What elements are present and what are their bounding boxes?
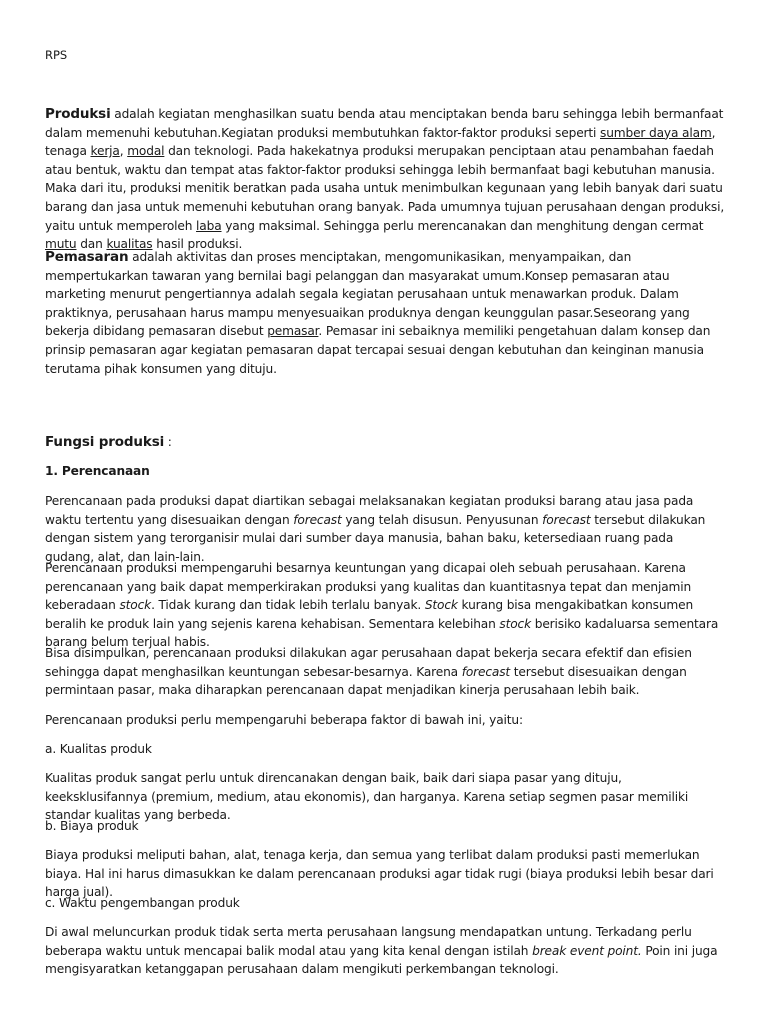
italic-term: break event point.	[532, 943, 642, 958]
italic-term: forecast	[542, 512, 591, 527]
link-kualitas[interactable]: kualitas	[106, 237, 153, 252]
paragraph-kualitas-produk: Kualitas produk sangat perlu untuk direncanakan dengan baik, baik dari siapa pasar yang dituju, keeksklusifannya (premium, medium, atau ekonomis), dan harganya. Karena setiap segmen pasar memiliki standar kualitas yang berbeda.	[45, 771, 689, 823]
text: tersebut disesuaikan dengan permintaan pasar, maka diharapkan perencanaan dapat menjadikan kinerja perusahaan lebih baik.	[45, 664, 687, 698]
italic-term: stock	[499, 616, 532, 631]
text: Poin ini juga mengisyaratkan ketanggapan perusahaan dalam mengikuti perkembangan teknologi.	[45, 943, 718, 977]
subheading-perencanaan: 1. Perencanaan	[45, 464, 150, 478]
text: , tenaga	[45, 125, 716, 159]
link-mutu[interactable]: mutu	[45, 237, 77, 252]
paragraph-perencanaan-3	[45, 644, 725, 700]
text: adalah kegiatan menghasilkan suatu benda atau menciptakan benda baru sehingga lebih bermanfaat dalam memenuhi kebutuhan.Kegiatan produksi membutuhkan faktor-faktor produksi seperti	[45, 107, 724, 140]
text: tersebut dilakukan dengan sistem yang terorganisir mulai dari sumber daya manusia, bahan baku, ketersediaan ruang pada gudang, alat, dan lain-lain.	[45, 512, 706, 564]
text: adalah aktivitas dan proses menciptakan, mengomunikasikan, menyampaikan, dan mempertukarkan tawaran yang bernilai bagi pelanggan dan masyarakat umum.Konsep pemasaran atau marketing menurut pengertiannya adalah segala kegiatan perusahaan untuk menawarkan produk. Dalam praktiknya, perusahaan harus mampu menyesuaikan produknya dengan keunggulan pasar.Seseorang yang bekerja dibidang pemasaran disebut	[45, 250, 690, 339]
link-modal[interactable]: modal	[127, 144, 165, 159]
paragraph-produksi	[45, 105, 725, 254]
italic-term: Stock	[424, 598, 458, 613]
italic-term: forecast	[461, 664, 511, 679]
link-laba[interactable]: laba	[196, 218, 222, 233]
text: hasil produksi.	[152, 237, 243, 252]
term-pemasaran: Pemasaran	[45, 249, 129, 265]
text: dan	[76, 237, 107, 252]
text: . Tidak kurang dan tidak lebih terlalu banyak.	[151, 598, 425, 613]
label-kualitas-produk: a. Kualitas produk	[45, 742, 152, 756]
label-waktu-pengembangan: c. Waktu pengembangan produk	[45, 896, 240, 910]
paragraph-waktu-pengembangan	[45, 923, 725, 979]
heading-colon: :	[164, 435, 172, 449]
document-header: RPS	[45, 48, 68, 62]
link-kerja[interactable]: kerja	[90, 144, 120, 159]
text: dan teknologi. Pada hakekatnya produksi merupakan penciptaan atau penambahan faedah atau bentuk, waktu dan tempat atas faktor-faktor produksi sehingga lebih bermanfaat bagi kebutuhan manusia. Maka dari itu, produksi menitik beratkan pada usaha untuk menimbulkan kegunaan yang lebih banyak dari suatu barang dan jasa untuk memenuhi kebutuhan orang banyak. Pada umumnya tujuan perusahaan dengan produksi, yaitu untuk memperoleh	[45, 144, 725, 233]
paragraph-faktor-intro: Perencanaan produksi perlu mempengaruhi beberapa faktor di bawah ini, yaitu:	[45, 713, 523, 727]
text: Di awal meluncurkan produk tidak serta merta perusahaan langsung mendapatkan untung. Terkadang perlu beberapa waktu untuk mencapai balik modal atau yang kita kenal dengan istilah	[45, 925, 692, 958]
heading-text: Fungsi produksi	[45, 434, 165, 450]
term-produksi: Produksi	[45, 106, 111, 122]
text: Perencanaan pada produksi dapat diartikan sebagai melaksanakan kegiatan produksi barang atau jasa pada waktu tertentu yang disesuaikan dengan	[45, 494, 694, 527]
paragraph-perencanaan-1	[45, 492, 725, 566]
text: yang maksimal. Sehingga perlu merencanakan dan menghitung dengan cermat	[221, 218, 704, 233]
italic-term: stock	[119, 598, 152, 613]
label-biaya-produk: b. Biaya produk	[45, 819, 139, 833]
italic-term: forecast	[293, 512, 342, 527]
text: kurang bisa mengakibatkan konsumen beralih ke produk lain yang sejenis karena kehabisan. Sementara kelebihan	[45, 598, 694, 631]
text: yang telah disusun. Penyusunan	[341, 512, 543, 527]
text: berisiko kadaluarsa sementara barang belum terjual habis.	[45, 616, 719, 650]
section-heading-fungsi	[45, 433, 725, 452]
paragraph-perencanaan-2	[45, 559, 725, 652]
paragraph-pemasaran	[45, 248, 725, 378]
link-sumber-daya-alam[interactable]: sumber daya alam	[600, 125, 712, 140]
paragraph-biaya-produk: Biaya produksi meliputi bahan, alat, tenaga kerja, dan semua yang terlibat dalam produksi pasti memerlukan biaya. Hal ini harus dimasukkan ke dalam perencanaan produksi agar tidak rugi (biaya produksi lebih besar dari harga jual).	[45, 848, 714, 900]
text: ,	[119, 144, 128, 159]
text: Perencanaan produksi mempengaruhi besarnya keuntungan yang dicapai oleh sebuah perusahaan. Karena perencanaan yang baik dapat memperkirakan produksi yang kualitas dan kuantitasnya tepat dan menjamin keberadaan	[45, 561, 692, 613]
link-pemasar[interactable]: pemasar	[267, 324, 319, 339]
text: . Pemasar ini sebaiknya memiliki pengetahuan dalam konsep dan prinsip pemasaran agar kegiatan pemasaran dapat tercapai sesuai dengan kebutuhan dan keinginan manusia terutama pihak konsumen yang dituju.	[45, 324, 711, 376]
text: Bisa disimpulkan, perencanaan produksi dilakukan agar perusahaan dapat bekerja secara efektif dan efisien sehingga dapat menghasilkan keuntungan sebesar-besarnya. Karena	[45, 646, 692, 679]
